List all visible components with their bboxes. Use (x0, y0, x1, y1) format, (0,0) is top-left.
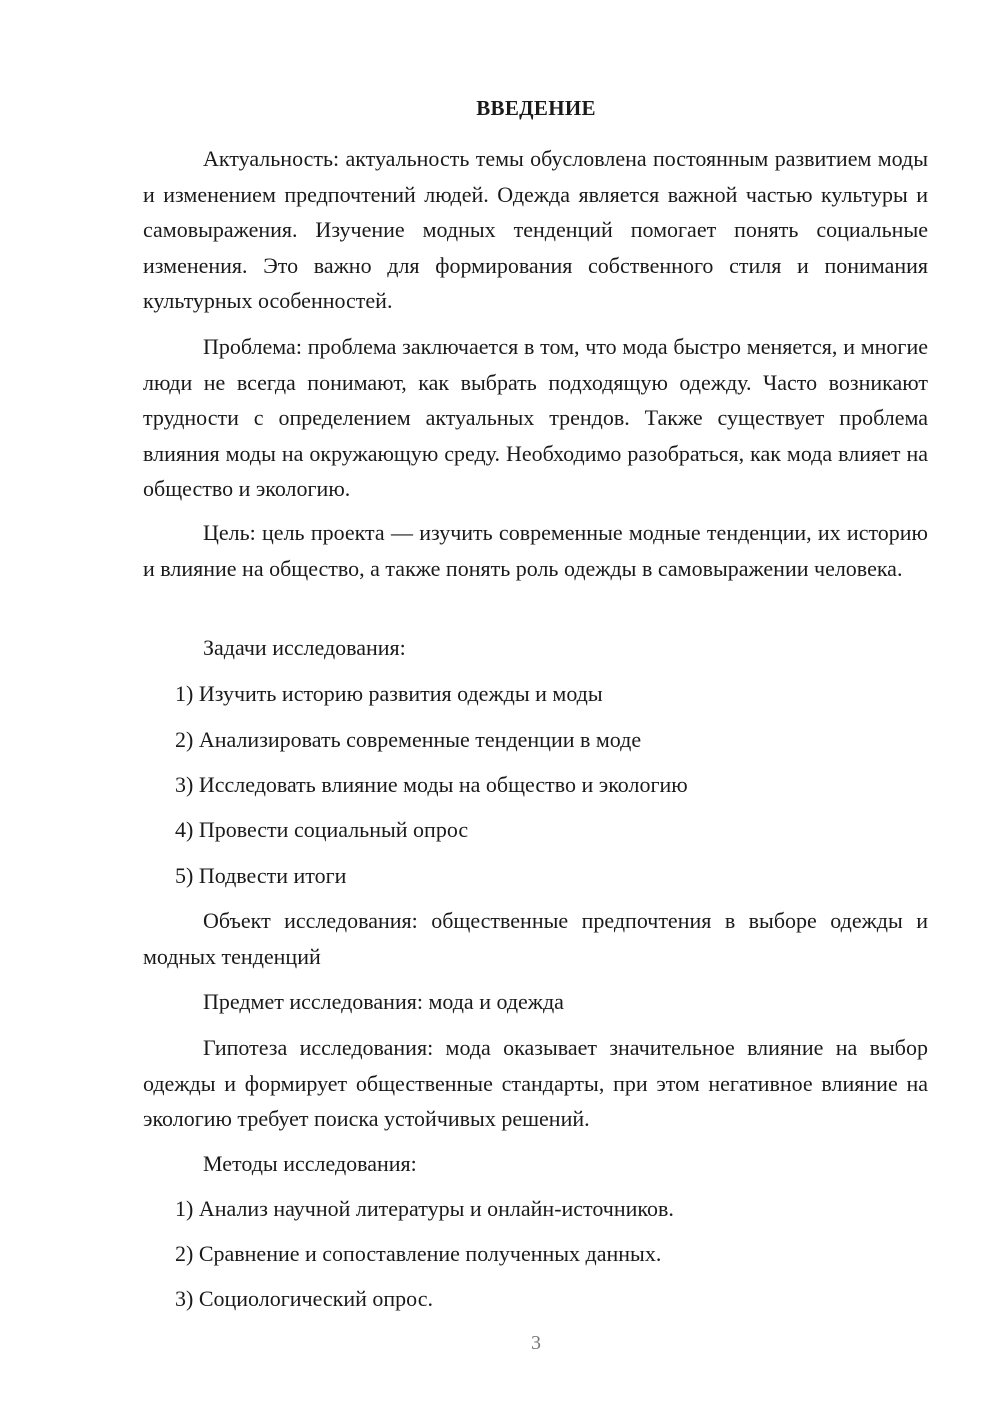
list-item: 3) Исследовать влияние моды на общество и экологию (175, 772, 688, 797)
paragraph-problem: Проблема: проблема заключается в том, что мода быстро меняется, и многие люди не всегда понимают, как выбрать подходящую одежду. Часто возникают трудности с определением актуальных трендов. Также существует проблема влияния моды на окружающую среду. Необходимо разобраться, как мода влияет на общество и экологию. (143, 334, 928, 501)
list-item: 4) Провести социальный опрос (175, 817, 469, 842)
paragraph-relevance: Актуальность: актуальность темы обусловлена постоянным развитием моды и изменением предпочтений людей. Одежда является важной частью культуры и самовыражения. Изучение модных тенденций помогает понять социальные изменения. Это важно для формирования собственного стиля и понимания культурных особенностей. (143, 146, 928, 313)
page-number: 3 (531, 1332, 541, 1354)
paragraph-object: Объект исследования: общественные предпочтения в выборе одежды и модных тенденций (143, 908, 928, 969)
list-item: 1) Анализ научной литературы и онлайн-источников. (175, 1196, 674, 1221)
list-item: 5) Подвести итоги (175, 863, 347, 888)
list-item: 3) Социологический опрос. (175, 1286, 433, 1311)
methods-heading: Методы исследования: (203, 1151, 417, 1176)
list-item: 2) Сравнение и сопоставление полученных данных. (175, 1241, 662, 1266)
page-title: ВВЕДЕНИЕ (476, 96, 596, 120)
paragraph-subject: Предмет исследования: мода и одежда (203, 989, 564, 1014)
list-item: 2) Анализировать современные тенденции в моде (175, 727, 642, 752)
list-item: 1) Изучить историю развития одежды и моды (175, 681, 603, 706)
tasks-heading: Задачи исследования: (203, 635, 406, 660)
paragraph-goal: Цель: цель проекта — изучить современные модные тенденции, их историю и влияние на общество, а также понять роль одежды в самовыражении человека. (143, 520, 928, 581)
paragraph-hypothesis: Гипотеза исследования: мода оказывает значительное влияние на выбор одежды и формирует общественные стандарты, при этом негативное влияние на экологию требует поиска устойчивых решений. (143, 1035, 928, 1131)
